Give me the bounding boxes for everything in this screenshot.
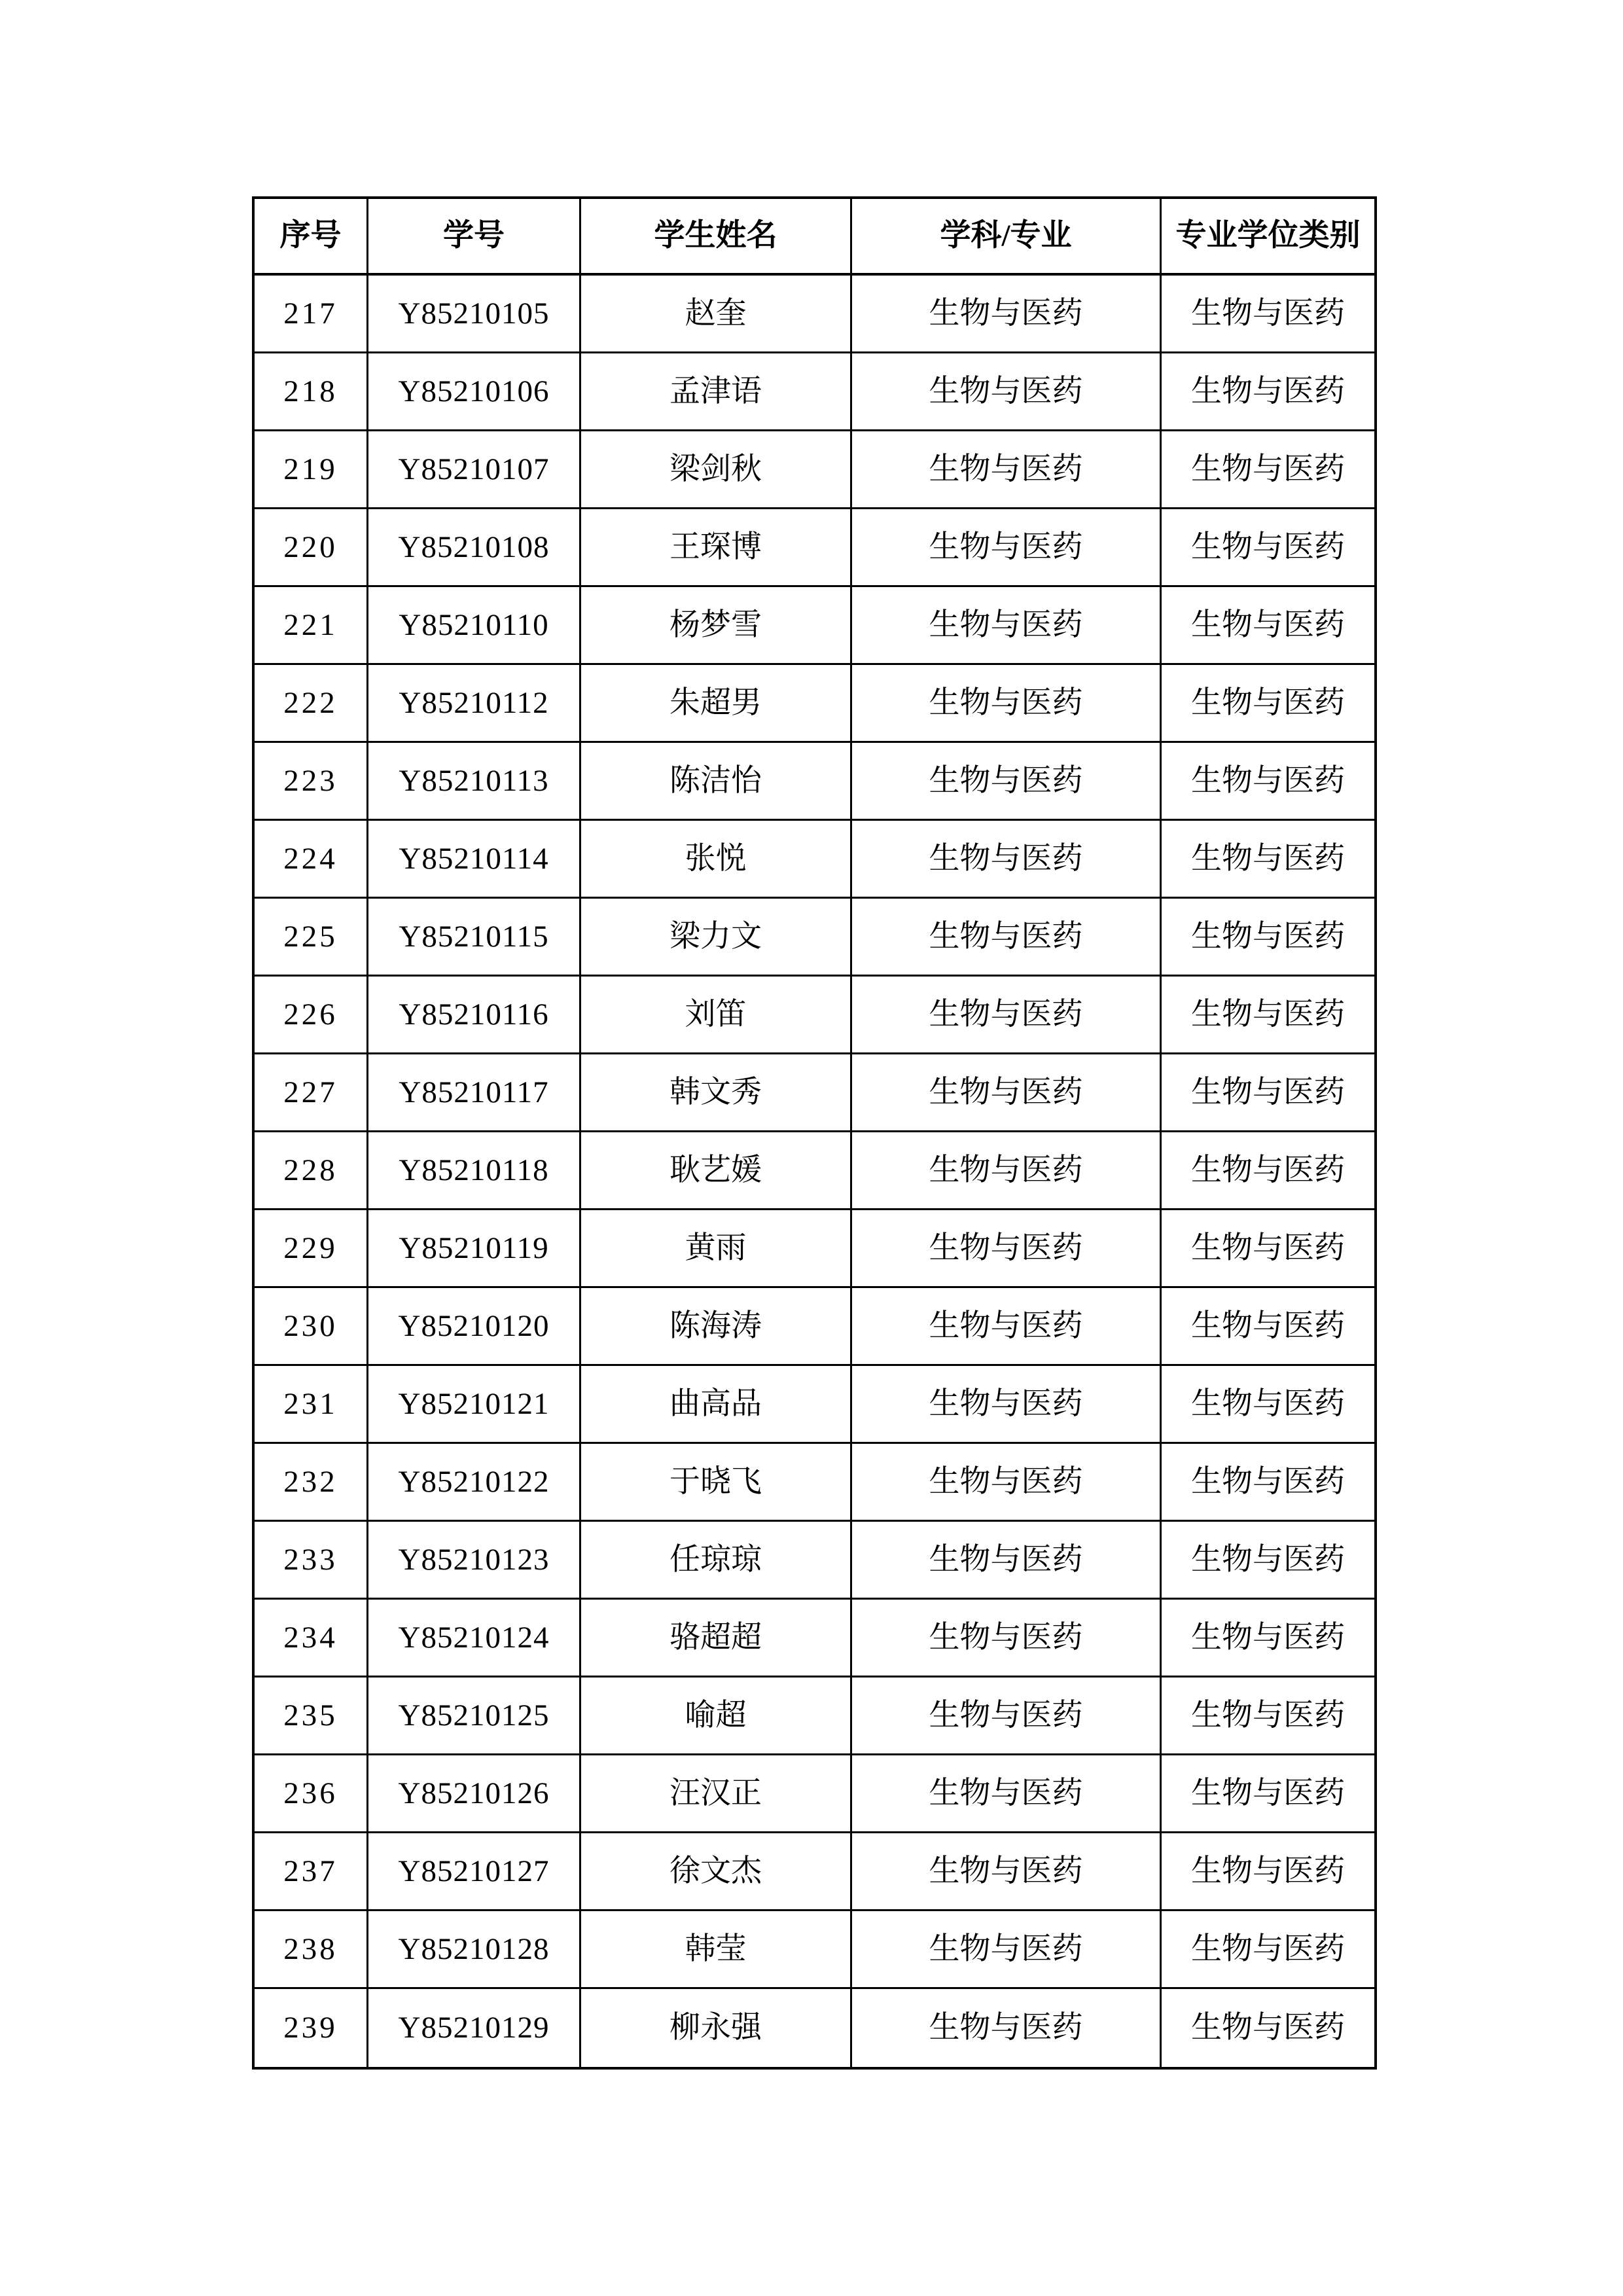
student-id-cell: Y85210112 (368, 665, 581, 743)
degree-category-cell: 生物与医药 (1162, 1522, 1374, 1600)
serial-cell: 219 (255, 431, 368, 509)
major-cell: 生物与医药 (852, 509, 1162, 587)
student-id-cell: Y85210108 (368, 509, 581, 587)
name-cell: 孟津语 (581, 353, 852, 431)
major-cell: 生物与医药 (852, 431, 1162, 509)
degree-category-cell: 生物与医药 (1162, 587, 1374, 665)
student-id-cell: Y85210121 (368, 1366, 581, 1444)
degree-category-cell: 生物与医药 (1162, 977, 1374, 1054)
name-cell: 耿艺媛 (581, 1132, 852, 1210)
major-cell: 生物与医药 (852, 1522, 1162, 1600)
header-cell-serial: 序号 (255, 199, 368, 276)
degree-category-cell: 生物与医药 (1162, 899, 1374, 977)
major-cell: 生物与医药 (852, 1833, 1162, 1911)
major-cell: 生物与医药 (852, 1054, 1162, 1132)
student-id-cell: Y85210105 (368, 276, 581, 353)
name-cell: 陈洁怡 (581, 743, 852, 821)
serial-cell: 220 (255, 509, 368, 587)
header-cell-degree-category: 专业学位类别 (1162, 199, 1374, 276)
degree-category-cell: 生物与医药 (1162, 1132, 1374, 1210)
major-cell: 生物与医药 (852, 276, 1162, 353)
name-cell: 张悦 (581, 821, 852, 899)
major-cell: 生物与医药 (852, 1989, 1162, 2067)
student-id-cell: Y85210118 (368, 1132, 581, 1210)
name-cell: 梁力文 (581, 899, 852, 977)
name-cell: 赵奎 (581, 276, 852, 353)
serial-cell: 218 (255, 353, 368, 431)
serial-cell: 238 (255, 1911, 368, 1989)
degree-category-cell: 生物与医药 (1162, 1600, 1374, 1677)
student-id-cell: Y85210129 (368, 1989, 581, 2067)
student-id-cell: Y85210107 (368, 431, 581, 509)
name-cell: 柳永强 (581, 1989, 852, 2067)
name-cell: 黄雨 (581, 1210, 852, 1288)
serial-cell: 226 (255, 977, 368, 1054)
serial-cell: 217 (255, 276, 368, 353)
major-cell: 生物与医药 (852, 353, 1162, 431)
degree-category-cell: 生物与医药 (1162, 1677, 1374, 1755)
student-id-cell: Y85210115 (368, 899, 581, 977)
header-cell-student-id: 学号 (368, 199, 581, 276)
name-cell: 徐文杰 (581, 1833, 852, 1911)
student-id-cell: Y85210116 (368, 977, 581, 1054)
degree-category-cell: 生物与医药 (1162, 1366, 1374, 1444)
name-cell: 韩莹 (581, 1911, 852, 1989)
degree-category-cell: 生物与医药 (1162, 1288, 1374, 1366)
student-id-cell: Y85210124 (368, 1600, 581, 1677)
major-cell: 生物与医药 (852, 977, 1162, 1054)
degree-category-cell: 生物与医药 (1162, 1210, 1374, 1288)
student-id-cell: Y85210120 (368, 1288, 581, 1366)
major-cell: 生物与医药 (852, 1600, 1162, 1677)
student-id-cell: Y85210125 (368, 1677, 581, 1755)
major-cell: 生物与医药 (852, 665, 1162, 743)
student-id-cell: Y85210106 (368, 353, 581, 431)
serial-cell: 227 (255, 1054, 368, 1132)
major-cell: 生物与医药 (852, 1911, 1162, 1989)
name-cell: 朱超男 (581, 665, 852, 743)
serial-cell: 233 (255, 1522, 368, 1600)
student-id-cell: Y85210114 (368, 821, 581, 899)
serial-cell: 237 (255, 1833, 368, 1911)
header-cell-major: 学科/专业 (852, 199, 1162, 276)
name-cell: 骆超超 (581, 1600, 852, 1677)
major-cell: 生物与医药 (852, 1288, 1162, 1366)
major-cell: 生物与医药 (852, 1677, 1162, 1755)
major-cell: 生物与医药 (852, 587, 1162, 665)
name-cell: 汪汉正 (581, 1755, 852, 1833)
student-id-cell: Y85210113 (368, 743, 581, 821)
major-cell: 生物与医药 (852, 821, 1162, 899)
name-cell: 任琼琼 (581, 1522, 852, 1600)
serial-cell: 228 (255, 1132, 368, 1210)
degree-category-cell: 生物与医药 (1162, 353, 1374, 431)
serial-cell: 225 (255, 899, 368, 977)
header-cell-name: 学生姓名 (581, 199, 852, 276)
degree-category-cell: 生物与医药 (1162, 821, 1374, 899)
serial-cell: 221 (255, 587, 368, 665)
serial-cell: 230 (255, 1288, 368, 1366)
student-id-cell: Y85210123 (368, 1522, 581, 1600)
major-cell: 生物与医药 (852, 1132, 1162, 1210)
name-cell: 喻超 (581, 1677, 852, 1755)
name-cell: 梁剑秋 (581, 431, 852, 509)
student-id-cell: Y85210117 (368, 1054, 581, 1132)
degree-category-cell: 生物与医药 (1162, 743, 1374, 821)
name-cell: 于晓飞 (581, 1444, 852, 1522)
serial-cell: 229 (255, 1210, 368, 1288)
major-cell: 生物与医药 (852, 1755, 1162, 1833)
degree-category-cell: 生物与医药 (1162, 1444, 1374, 1522)
major-cell: 生物与医药 (852, 899, 1162, 977)
serial-cell: 239 (255, 1989, 368, 2067)
name-cell: 陈海涛 (581, 1288, 852, 1366)
student-table (252, 196, 1377, 2070)
degree-category-cell: 生物与医药 (1191, 2011, 1345, 2045)
student-id-cell: Y85210122 (368, 1444, 581, 1522)
name-cell: 杨梦雪 (581, 587, 852, 665)
major-cell: 生物与医药 (852, 743, 1162, 821)
degree-category-cell: 生物与医药 (1162, 1755, 1374, 1833)
major-cell: 生物与医药 (852, 1366, 1162, 1444)
major-cell: 生物与医药 (852, 1444, 1162, 1522)
serial-cell: 236 (255, 1755, 368, 1833)
degree-category-cell: 生物与医药 (1162, 509, 1374, 587)
degree-category-cell: 生物与医药 (1162, 276, 1374, 353)
serial-cell: 234 (255, 1600, 368, 1677)
serial-cell: 232 (255, 1444, 368, 1522)
name-cell: 韩文秀 (581, 1054, 852, 1132)
name-cell: 曲高品 (581, 1366, 852, 1444)
degree-category-cell: 生物与医药 (1162, 431, 1374, 509)
student-id-cell: Y85210127 (368, 1833, 581, 1911)
student-id-cell: Y85210119 (368, 1210, 581, 1288)
serial-cell: 224 (255, 821, 368, 899)
name-cell: 刘笛 (581, 977, 852, 1054)
name-cell: 王琛博 (581, 509, 852, 587)
degree-category-cell: 生物与医药 (1162, 665, 1374, 743)
student-id-cell: Y85210126 (368, 1755, 581, 1833)
degree-category-cell: 生物与医药 (1162, 1833, 1374, 1911)
serial-cell: 223 (255, 743, 368, 821)
serial-cell: 222 (255, 665, 368, 743)
serial-cell: 231 (255, 1366, 368, 1444)
student-id-cell: Y85210110 (368, 587, 581, 665)
major-cell: 生物与医药 (852, 1210, 1162, 1288)
degree-category-cell: 生物与医药 (1162, 1911, 1374, 1989)
student-id-cell: Y85210128 (368, 1911, 581, 1989)
degree-category-cell: 生物与医药 (1162, 1054, 1374, 1132)
serial-cell: 235 (255, 1677, 368, 1755)
